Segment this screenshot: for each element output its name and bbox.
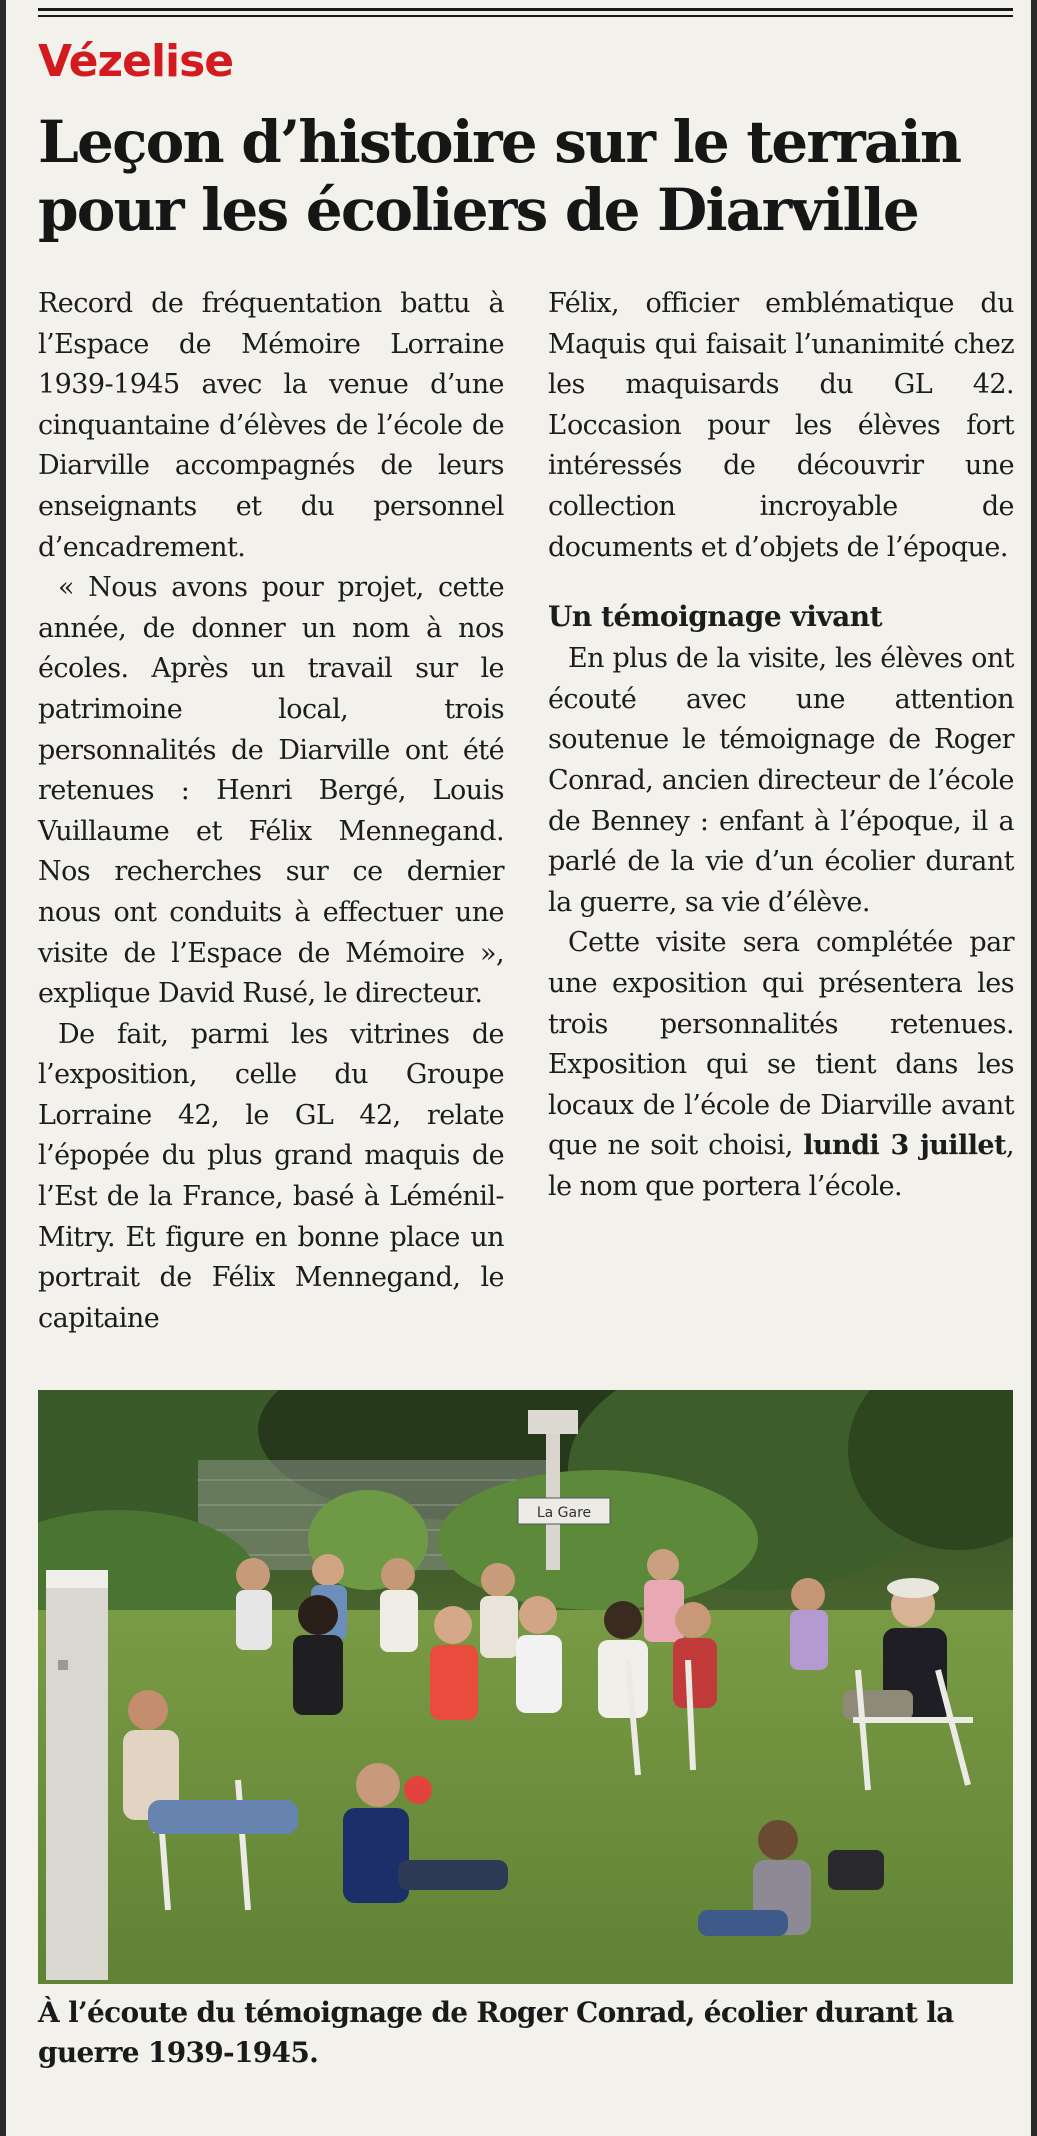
- paragraph-exhibition-continued: Félix, officier emblématique du Maquis qui faisait l’unanimité chez les maquisards du GL 42. L’occasion pour les élèves fort intéressés de découvrir une collection incroyable de documents et d’objets de l’époque.: [548, 288, 1014, 563]
- upcoming-text-start: Cette visite sera complétée par une exposition qui présentera les trois personnalités retenues. Exposition qui se tient dans les locaux de l’école de Diarville avant que ne soit choisi,: [548, 927, 1014, 1162]
- station-sign-text: La Gare: [536, 1505, 592, 1521]
- article-column-right: [548, 284, 1014, 1207]
- paragraph-exhibition: De fait, parmi les vitrines de l’exposition, celle du Groupe Lorraine 42, le GL 42, relate l’épopée du plus grand maquis de l’Est de la France, basé à Léménil-Mitry. Et figure en bonne place un portrait de Félix Mennegand, le capitaine: [38, 1018, 504, 1334]
- paragraph-intro: Record de fréquentation battu à l’Espace de Mémoire Lorraine 1939-1945 avec la venue d’une cinquantaine d’élèves de l’école de Diarville accompagnés de leurs enseignants et du personnel d’encadrement.: [38, 288, 504, 563]
- subheading: Un témoignage vivant: [548, 600, 883, 634]
- concrete-post: [46, 1570, 108, 1980]
- top-rules: [38, 8, 1013, 21]
- headline-line-1: Leçon d’histoire sur le terrain: [38, 108, 961, 176]
- paragraph-upcoming: [548, 923, 1014, 1207]
- article-column-left: [38, 284, 504, 1339]
- locality-label: Vézelise: [38, 36, 234, 87]
- headline: [38, 108, 1018, 244]
- paragraph-quote: « Nous avons pour projet, cette année, de donner un nom à nos écoles. Après un travail sur le patrimoine local, trois personnalités de Diarville ont été retenues : Henri Bergé, Louis Vuillaume et Félix Mennegand. Nos recherches sur ce dernier nous ont conduits à effectuer une visite de l’Espace de Mémoire », explique David Rusé, le directeur.: [38, 572, 504, 1010]
- photo-caption: À l’écoute du témoignage de Roger Conrad, écolier durant la guerre 1939-1945.: [38, 1996, 954, 2069]
- article-photo: [38, 1390, 1013, 1984]
- upcoming-text-end: , le nom que portera l’école.: [548, 1130, 1014, 1202]
- photo-illustration: [38, 1390, 1013, 1984]
- signpost: [546, 1420, 560, 1570]
- upcoming-date: lundi 3 juillet: [803, 1130, 1006, 1162]
- paragraph-testimony: En plus de la visite, les élèves ont écouté avec une attention soutenue le témoignage de Roger Conrad, ancien directeur de l’école de Benney : enfant à l’époque, il a parlé de la vie d’un écolier durant la guerre, sa vie d’élève.: [548, 643, 1014, 918]
- headline-line-2: pour les écoliers de Diarville: [38, 176, 919, 244]
